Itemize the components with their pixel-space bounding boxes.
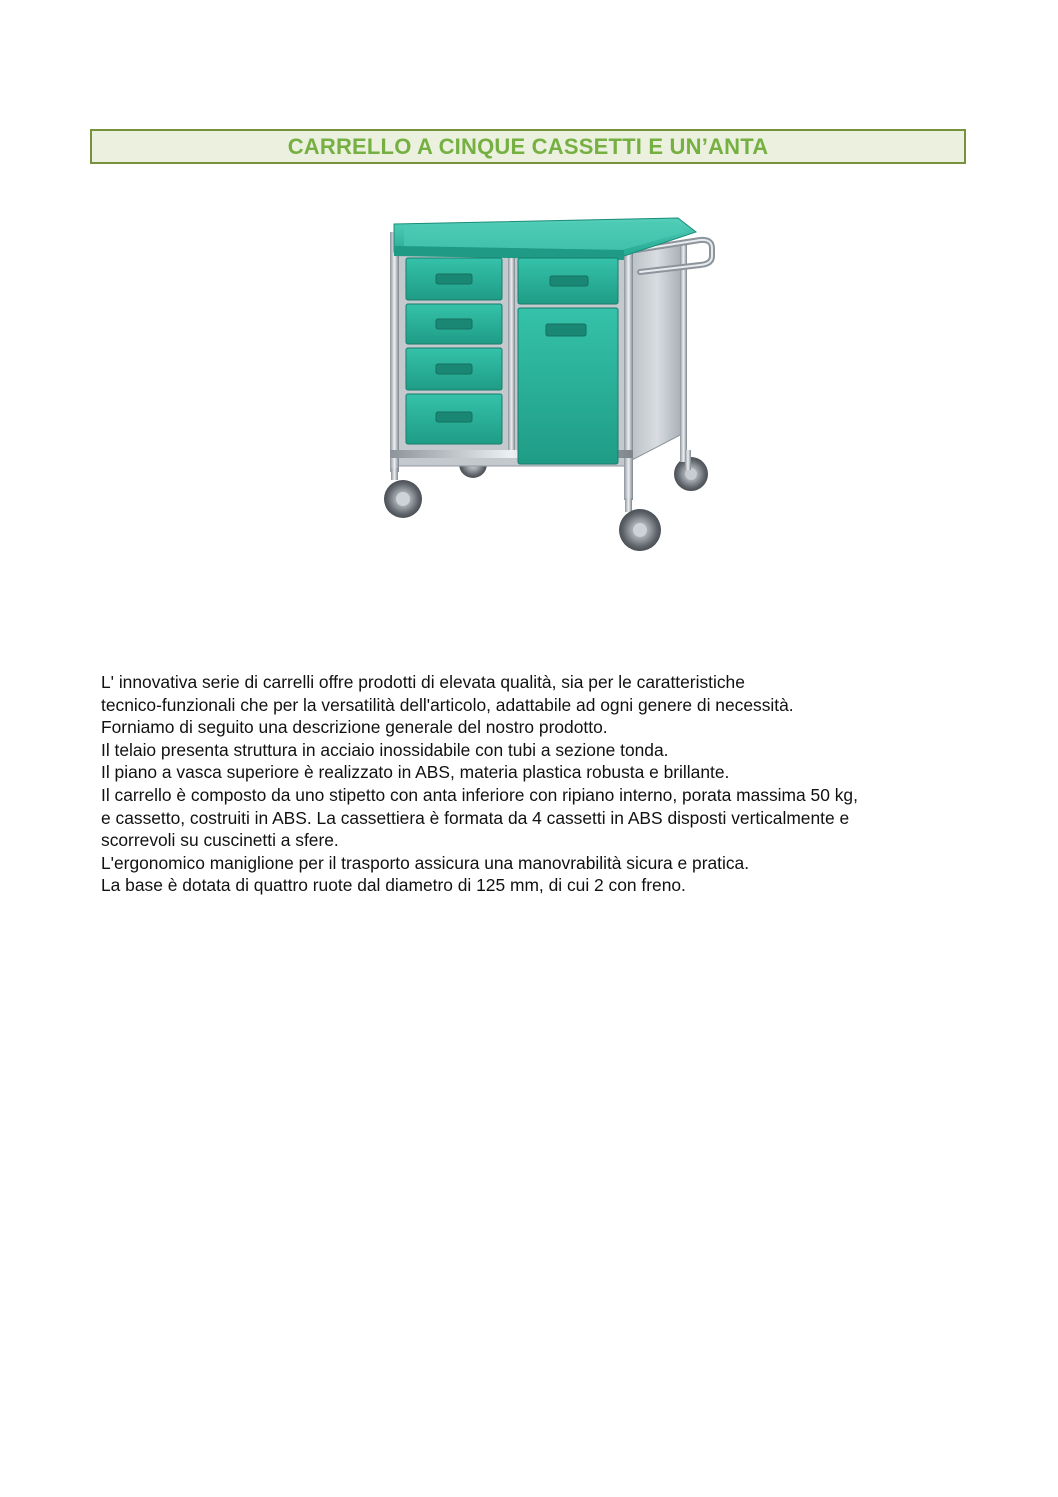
product-image [378, 212, 720, 560]
description-line: Il carrello è composto da uno stipetto con anta inferiore con ripiano interno, porata massima 50 kg, [101, 784, 858, 805]
description-line: Il piano a vasca superiore è realizzato in ABS, materia plastica robusta e brillante. [101, 762, 730, 783]
description-line: tecnico-funzionali che per la versatilità dell'articolo, adattabile ad ogni genere di necessità. [101, 694, 794, 715]
front-wheels [384, 468, 661, 551]
page-title: CARRELLO A CINQUE CASSETTI E UN’ANTA [287, 133, 769, 159]
description-line: La base è dotata di quattro ruote dal diametro di 125 mm, di cui 2 con freno. [101, 875, 686, 896]
description-line: L'ergonomico maniglione per il trasporto assicura una manovrabilità sicura e pratica. [101, 852, 750, 873]
description-line: Il telaio presenta struttura in acciaio inossidabile con tubi a sezione tonda. [101, 739, 669, 760]
trolley-illustration [378, 212, 720, 560]
left-drawers [406, 258, 502, 444]
title-box [90, 129, 966, 164]
description-line: L' innovativa serie di carrelli offre prodotti di elevata qualità, sia per le caratteristiche [101, 672, 745, 692]
description-line: Forniamo di seguito una descrizione generale del nostro prodotto. [101, 717, 608, 738]
right-drawer-and-door [518, 258, 618, 464]
description-line: e cassetto, costruiti in ABS. La cassettiera è formata da 4 cassetti in ABS disposti verticalmente e [101, 807, 850, 828]
description-line: scorrevoli su cuscinetti a sfere. [101, 830, 339, 851]
product-description [101, 671, 971, 897]
